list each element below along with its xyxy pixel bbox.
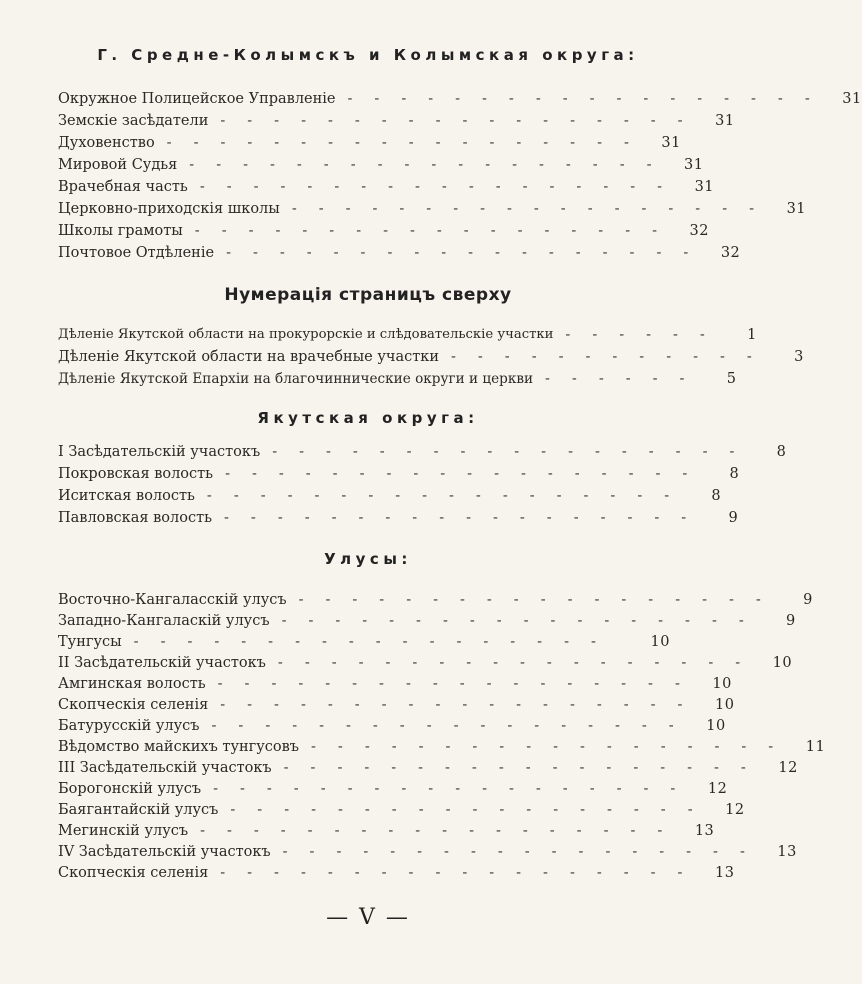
toc-entry: III Засѣдательскій участокъ ------------------ 12 bbox=[58, 757, 670, 779]
toc-entry: Почтовое Отдѣленіе ------------------ 32 bbox=[58, 242, 670, 264]
toc-entry: Мегинскій улусъ ------------------ 13 bbox=[58, 820, 670, 842]
entry-label: Скопческія селенія bbox=[58, 697, 209, 713]
entry-page: 8 bbox=[711, 488, 722, 504]
entry-page: 13 bbox=[777, 844, 797, 860]
toc-entry: IV Засѣдательскій участокъ ------------------ 13 bbox=[58, 841, 670, 863]
entry-label: Борогонскій улусъ bbox=[58, 781, 202, 797]
entry-page: 31 bbox=[842, 91, 862, 107]
entry-page: 12 bbox=[725, 802, 745, 818]
entry-page: 3 bbox=[794, 349, 804, 365]
entry-label: Мегинскій улусъ bbox=[58, 823, 189, 839]
section-heading-ulusy: Улусы: bbox=[324, 550, 412, 568]
entry-label: Тунгусы bbox=[58, 634, 122, 650]
toc-entry: Школы грамоты ------------------ 32 bbox=[58, 220, 670, 242]
entry-label: Баягантайскій улусъ bbox=[58, 802, 219, 818]
toc-entry: Павловская волость ------------------ 9 bbox=[58, 507, 670, 529]
entry-label: III Засѣдательскій участокъ bbox=[58, 760, 272, 776]
entry-page: 10 bbox=[650, 634, 670, 650]
toc-entry: Амгинская волость ------------------ 10 bbox=[58, 673, 670, 695]
entry-label: Мировой Судья bbox=[58, 157, 178, 173]
toc-entry: Тунгусы ------------------ 10 bbox=[58, 631, 670, 653]
entry-page: 12 bbox=[778, 760, 798, 776]
toc-entry: Вѣдомство майскихъ тунгусовъ ------------------ 11 bbox=[58, 736, 670, 758]
toc-entry: Скопческія селенія ------------------ 10 bbox=[58, 694, 670, 716]
toc-entry: Дѣленіе Якутской области на прокурорскіе и слѣдовательскіе участки ------ 1 bbox=[58, 324, 670, 346]
entry-label: Батурусскій улусъ bbox=[58, 718, 200, 734]
entry-page: 1 bbox=[747, 327, 757, 343]
toc-entry: Дѣленіе Якутской области на врачебные участки ------------ 3 bbox=[58, 346, 670, 368]
entry-label: Иситская волость bbox=[58, 488, 195, 504]
section-heading-srednekolymsk: Г. Средне-Колымскъ и Колымская округа: bbox=[97, 46, 639, 64]
page-number-footer: — V — bbox=[326, 905, 410, 930]
toc-entry: Дѣленіе Якутской Епархіи на благочиннические округи и церкви ------ 5 bbox=[58, 368, 670, 390]
entry-label: Духовенство bbox=[58, 135, 155, 151]
entry-label: Павловская волость bbox=[58, 510, 213, 526]
toc-entry: Врачебная часть ------------------ 31 bbox=[58, 176, 670, 198]
entry-page: 10 bbox=[715, 697, 735, 713]
entry-page: 12 bbox=[707, 781, 728, 797]
toc-entry: Скопческія селенія ------------------ 13 bbox=[58, 862, 670, 884]
entry-page: 8 bbox=[776, 444, 787, 460]
entry-page: 32 bbox=[689, 223, 709, 239]
toc-entry: Окружное Полицейское Управленіе ------------------ 31 bbox=[58, 88, 670, 110]
toc-entry: Западно-Кангаласкій улусъ ------------------ 9 bbox=[58, 610, 670, 632]
entry-label: Врачебная часть bbox=[58, 179, 188, 195]
entry-page: 31 bbox=[694, 179, 715, 195]
entry-label: Восточно-Кангаласскій улусъ bbox=[58, 592, 287, 608]
entry-label: Школы грамоты bbox=[58, 223, 183, 239]
toc-entry: Церковно-приходскія школы ------------------ 31 bbox=[58, 198, 670, 220]
entry-page: 10 bbox=[772, 655, 793, 671]
entry-page: 31 bbox=[715, 113, 735, 129]
toc-entry: Духовенство ------------------ 31 bbox=[58, 132, 670, 154]
entry-label: Дѣленіе Якутской области на врачебные участки bbox=[58, 349, 439, 365]
toc-entry: Земскіе засѣдатели ------------------ 31 bbox=[58, 110, 670, 132]
entry-page: 5 bbox=[726, 371, 737, 387]
entry-page: 11 bbox=[805, 739, 826, 755]
toc-entry: I Засѣдательскій участокъ ------------------ 8 bbox=[58, 441, 670, 463]
entry-page: 8 bbox=[729, 466, 740, 482]
entry-label: Окружное Полицейское Управленіе bbox=[58, 91, 336, 107]
entry-label: Скопческія селенія bbox=[58, 865, 209, 881]
entry-label: IV Засѣдательскій участокъ bbox=[58, 844, 271, 860]
entry-label: Вѣдомство майскихъ тунгусовъ bbox=[58, 739, 300, 755]
entry-label: Церковно-приходскія школы bbox=[58, 201, 280, 217]
entry-page: 32 bbox=[720, 245, 741, 261]
entry-page: 9 bbox=[728, 510, 739, 526]
section-heading-numeration: Нумерація страницъ сверху bbox=[224, 285, 512, 305]
entry-page: 31 bbox=[661, 135, 681, 151]
entry-page: 9 bbox=[803, 592, 813, 608]
section-heading-yakutsk: Якутская округа: bbox=[257, 409, 479, 427]
entry-label: Почтовое Отдѣленіе bbox=[58, 245, 215, 261]
entry-page: 13 bbox=[715, 865, 735, 881]
entry-page: 10 bbox=[706, 718, 726, 734]
entry-page: 9 bbox=[786, 613, 796, 629]
toc-entry: Батурусскій улусъ ------------------ 10 bbox=[58, 715, 670, 737]
entry-label: Дѣленіе Якутской Епархіи на благочиннические округи и церкви bbox=[58, 371, 534, 387]
toc-entry: Мировой Судья ------------------ 31 bbox=[58, 154, 670, 176]
entry-label: Дѣленіе Якутской области на прокурорскіе и слѣдовательскіе участки bbox=[58, 327, 554, 342]
toc-entry: II Засѣдательскій участокъ ------------------ 10 bbox=[58, 652, 670, 674]
entry-label: Покровская волость bbox=[58, 466, 214, 482]
entry-label: II Засѣдательскій участокъ bbox=[58, 655, 266, 671]
toc-entry: Восточно-Кангаласскій улусъ ------------------ 9 bbox=[58, 589, 670, 611]
toc-entry: Покровская волость ------------------ 8 bbox=[58, 463, 670, 485]
toc-entry: Борогонскій улусъ ------------------ 12 bbox=[58, 778, 670, 800]
entry-label: Амгинская волость bbox=[58, 676, 206, 692]
entry-label: Западно-Кангаласкій улусъ bbox=[58, 613, 270, 629]
toc-entry: Иситская волость ------------------ 8 bbox=[58, 485, 670, 507]
entry-label: Земскіе засѣдатели bbox=[58, 113, 209, 129]
entry-page: 13 bbox=[694, 823, 715, 839]
entry-label: I Засѣдательскій участокъ bbox=[58, 444, 261, 460]
entry-page: 31 bbox=[684, 157, 704, 173]
toc-entry: Баягантайскій улусъ ------------------ 12 bbox=[58, 799, 670, 821]
entry-page: 10 bbox=[712, 676, 732, 692]
entry-page: 31 bbox=[786, 201, 807, 217]
